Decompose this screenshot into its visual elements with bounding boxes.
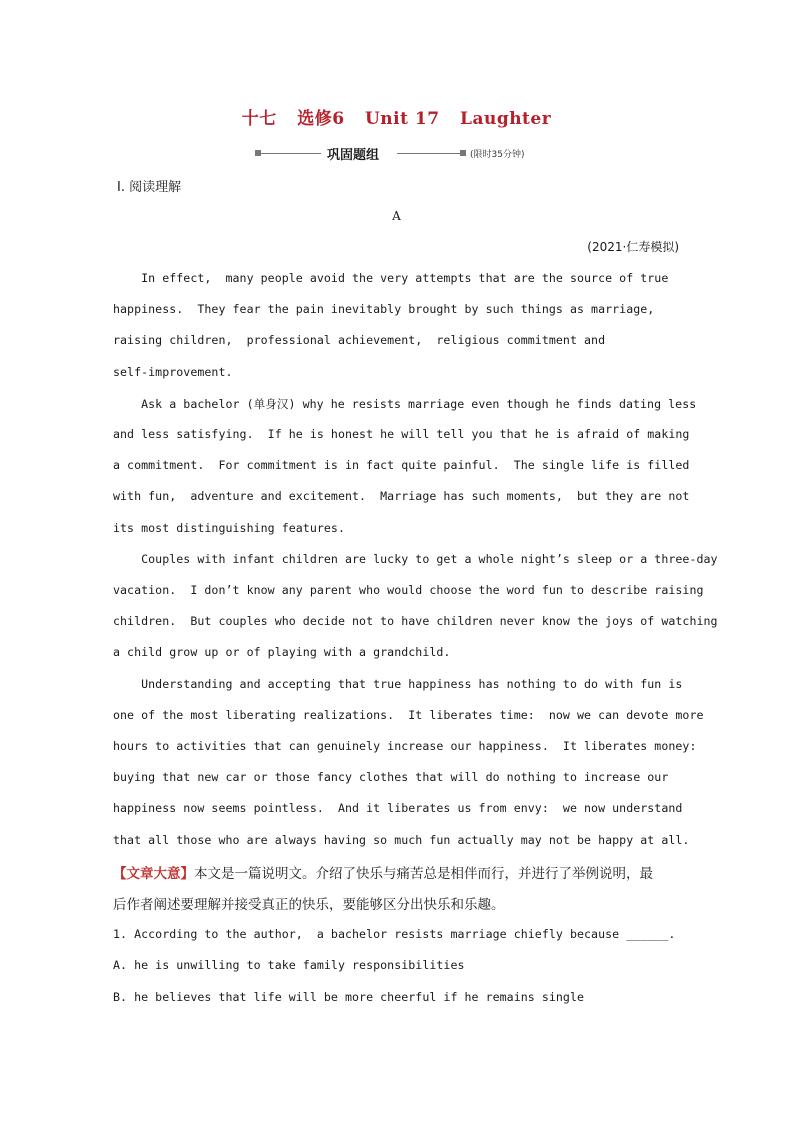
passage-line: raising children, professional achievement, religious commitment and bbox=[113, 333, 606, 347]
passage-line: that all those who are always having so much fun actually may not be happy at all. bbox=[113, 833, 690, 847]
summary-tag: 【文章大意】 bbox=[113, 866, 194, 882]
summary-text-1: 本文是一篇说明文。介绍了快乐与痛苦总是相伴而行，并进行了举例说明，最 bbox=[194, 866, 653, 882]
passage-label: A bbox=[392, 209, 401, 223]
page-title bbox=[0, 104, 793, 129]
passage-line: one of the most liberating realizations. It liberates time: now we can devote more bbox=[113, 708, 704, 722]
passage-line: with fun, adventure and excitement. Marriage has such moments, but they are not bbox=[113, 489, 690, 503]
time-limit: (限时35分钟) bbox=[470, 150, 525, 160]
summary-line-1 bbox=[113, 862, 653, 882]
exercise-group-bar bbox=[255, 144, 545, 164]
title-number: 十七 bbox=[241, 109, 277, 129]
passage-line: In effect, many people avoid the very attempts that are the source of true bbox=[113, 271, 669, 285]
passage-line: children. But couples who decide not to have children never know the joys of watching bbox=[113, 614, 718, 628]
title-module: 选修6 bbox=[297, 109, 345, 129]
group-label: 巩固题组 bbox=[327, 148, 380, 163]
option-a[interactable]: A. he is unwilling to take family responsibilities bbox=[113, 958, 465, 972]
bar-right-dot bbox=[460, 150, 466, 156]
passage-line: a commitment. For commitment is in fact quite painful. The single life is filled bbox=[113, 458, 690, 472]
source-note: (2021·仁寿模拟) bbox=[587, 240, 679, 254]
passage-line: Couples with infant children are lucky to get a whole night’s sleep or a three-day bbox=[113, 552, 718, 566]
passage-line: self-improvement. bbox=[113, 365, 233, 379]
passage-line: vacation. I don’t know any parent who would choose the word fun to describe raising bbox=[113, 583, 704, 597]
passage-line: and less satisfying. If he is honest he will tell you that he is afraid of making bbox=[113, 427, 690, 441]
bar-left-rule bbox=[261, 153, 321, 154]
question-stem: 1. According to the author, a bachelor resists marriage chiefly because ______. bbox=[113, 927, 676, 941]
section-heading: Ⅰ. 阅读理解 bbox=[117, 180, 182, 195]
passage-line: hours to activities that can genuinely increase our happiness. It liberates money: bbox=[113, 739, 697, 753]
passage-line: happiness now seems pointless. And it liberates us from envy: we now understand bbox=[113, 801, 683, 815]
title-topic: Laughter bbox=[459, 109, 552, 129]
passage-line: its most distinguishing features. bbox=[113, 521, 345, 535]
passage-line: buying that new car or those fancy clothes that will do nothing to increase our bbox=[113, 770, 669, 784]
bar-right-rule bbox=[397, 153, 461, 154]
passage-line: Ask a bachelor (单身汉) why he resists marriage even though he finds dating less bbox=[113, 397, 697, 411]
summary-text-2: 后作者阐述要理解并接受真正的快乐，要能够区分出快乐和乐趣。 bbox=[113, 897, 505, 913]
option-b[interactable]: B. he believes that life will be more cheerful if he remains single bbox=[113, 990, 585, 1004]
passage-line: a child grow up or of playing with a grandchild. bbox=[113, 645, 451, 659]
passage-line: happiness. They fear the pain inevitably brought by such things as marriage, bbox=[113, 302, 655, 316]
title-unit: Unit 17 bbox=[364, 109, 440, 129]
summary-line-2 bbox=[113, 893, 505, 913]
passage-line: Understanding and accepting that true happiness has nothing to do with fun is bbox=[113, 677, 683, 691]
